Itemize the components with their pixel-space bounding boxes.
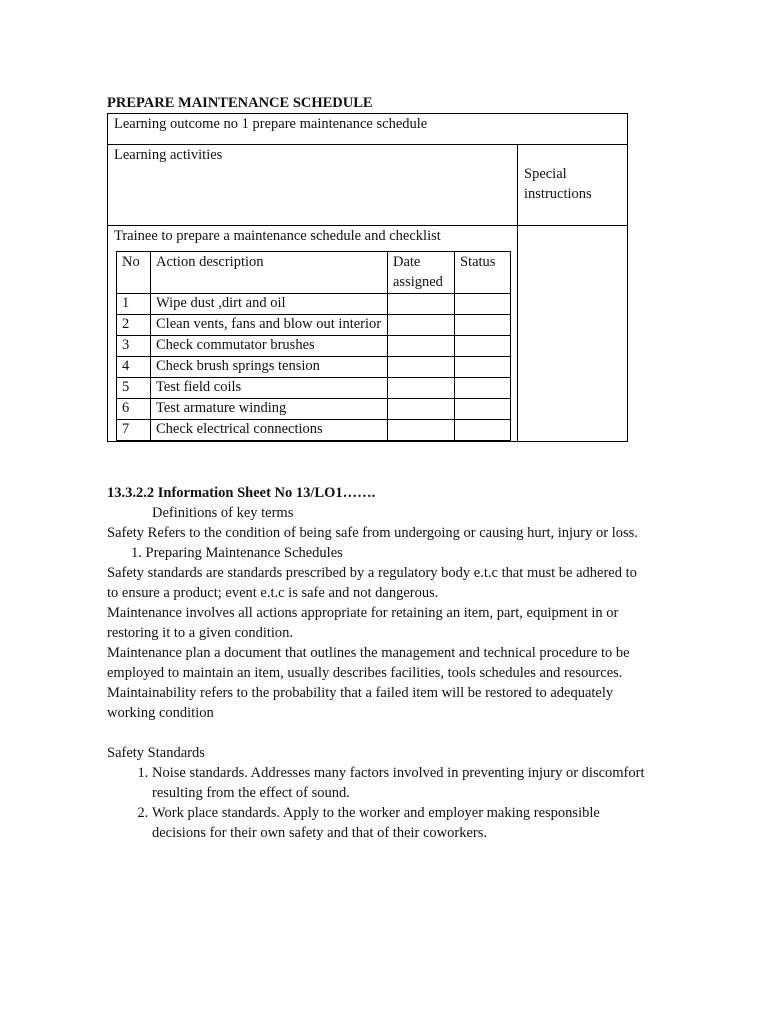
row-no: 6 (117, 399, 151, 420)
row-status (455, 399, 511, 420)
maintenance-definition: Maintenance involves all actions appropriate for retaining an item, part, equipment in or restoring it to a given condition. (107, 605, 619, 641)
table-row (117, 294, 511, 315)
page-title: PREPARE MAINTENANCE SCHEDULE (107, 95, 373, 111)
header-no: No (117, 252, 151, 294)
row-status (455, 378, 511, 399)
activity-cell (108, 226, 518, 442)
header-action: Action description (151, 252, 388, 294)
definitions-bullet: Definitions of key terms (152, 505, 294, 521)
row-status (455, 294, 511, 315)
learning-outcome-cell: Learning outcome no 1 prepare maintenance schedule (108, 114, 628, 145)
row-no: 2 (117, 315, 151, 336)
row-no: 4 (117, 357, 151, 378)
row-no: 5 (117, 378, 151, 399)
learning-activities-cell: Learning activities (108, 145, 518, 226)
row-action: Check commutator brushes (151, 336, 388, 357)
row-date (388, 399, 455, 420)
learning-table (107, 113, 628, 442)
safety-standards-list (107, 763, 647, 843)
row-action: Check brush springs tension (151, 357, 388, 378)
row-no: 7 (117, 420, 151, 441)
safety-definition: Safety Refers to the condition of being safe from undergoing or causing hurt, injury or loss. (107, 525, 638, 541)
row-no: 1 (117, 294, 151, 315)
document-page (107, 94, 647, 843)
numbered-item: 1. Preparing Maintenance Schedules (131, 545, 343, 561)
row-date (388, 315, 455, 336)
row-status (455, 420, 511, 441)
plan-definition: Maintenance plan a document that outlines the management and technical procedure to be employed to maintain an item, usually describes facilities, tools schedules and resources. (107, 645, 630, 681)
standards-definition: Safety standards are standards prescribed by a regulatory body e.t.c that must be adhered to to ensure a product; event e.t.c is safe and not dangerous. (107, 565, 637, 601)
table-row (117, 399, 511, 420)
row-action: Test field coils (151, 378, 388, 399)
special-instructions-cell: Special instructions (518, 145, 628, 226)
checklist-header-row (117, 252, 511, 294)
table-row (117, 315, 511, 336)
table-row (117, 378, 511, 399)
row-date (388, 357, 455, 378)
row-status (455, 315, 511, 336)
info-heading: 13.3.2.2 Information Sheet No 13/LO1……. (107, 485, 376, 501)
checklist-table (116, 251, 511, 441)
row-date (388, 294, 455, 315)
row-date (388, 378, 455, 399)
row-date (388, 420, 455, 441)
table-row (117, 420, 511, 441)
row-action: Wipe dust ,dirt and oil (151, 294, 388, 315)
header-status: Status (455, 252, 511, 294)
list-item: 1. Noise standards. Addresses many factors involved in preventing injury or discomfort resulting from the effect of sound. (152, 763, 647, 803)
maintainability-definition: Maintainability refers to the probability that a failed item will be restored to adequately working condition (107, 685, 614, 721)
row-action: Test armature winding (151, 399, 388, 420)
row-no: 3 (117, 336, 151, 357)
table-row (117, 357, 511, 378)
row-status (455, 336, 511, 357)
safety-standards-heading: Safety Standards (107, 745, 205, 761)
row-action: Check electrical connections (151, 420, 388, 441)
trainee-task: Trainee to prepare a maintenance schedule and checklist (114, 228, 441, 244)
row-status (455, 357, 511, 378)
row-date (388, 336, 455, 357)
information-sheet (107, 483, 647, 843)
row-action: Clean vents, fans and blow out interior (151, 315, 388, 336)
list-item: 2. Work place standards. Apply to the worker and employer making responsible decisions for their own safety and that of their coworkers. (152, 803, 647, 843)
special-instructions-body (518, 226, 628, 442)
header-date: Date assigned (388, 252, 455, 294)
table-row (117, 336, 511, 357)
